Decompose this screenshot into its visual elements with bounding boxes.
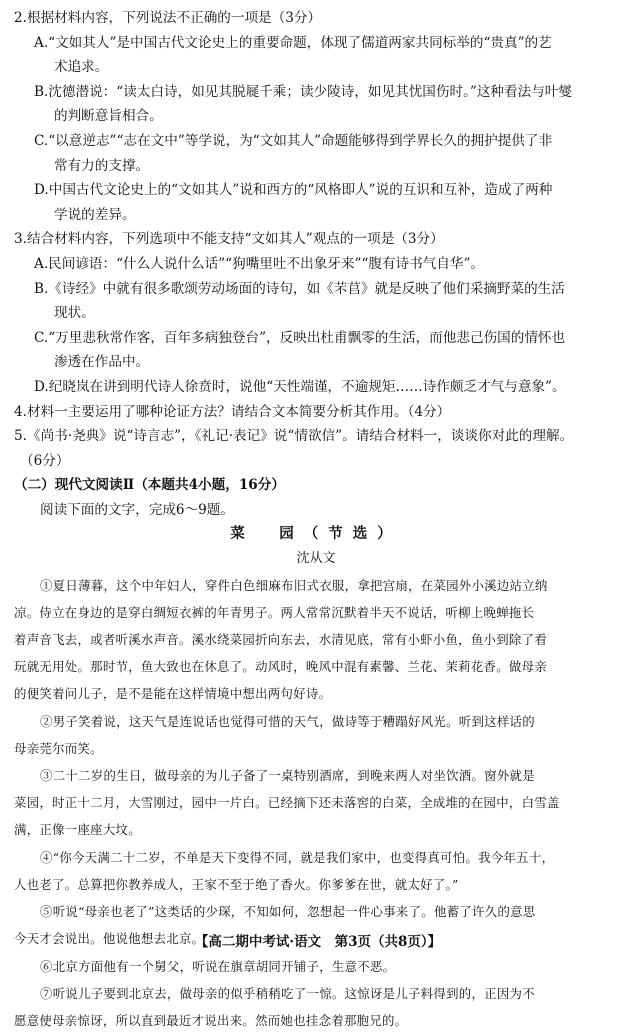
reading-instruction: 阅读下面的文字，完成6～9题。 [40,501,235,518]
passage-line: 玩就无用处。那时节，鱼大致也在休息了。动风时，晚风中混有素馨、兰花、茉莉花香。做母亲 [14,659,548,675]
q2-option-b: B.沈德潜说：“读太白诗，如见其脱屣千乘；读少陵诗，如见其忧国伤时。”这种看法与叶燮 的判断意旨相合。 [34,83,572,125]
passage-line: 人也老了。总算把你教养成人，王家不至于绝了香火。你爹爹在世，就太好了。” [14,876,459,892]
passage-author: 沈从文 [296,551,336,567]
q3-option-d: D.纪晓岚在讲到明代诗人徐贲时，说他“天性端谨，不逾规矩……诗作颇乏才气与意象”。 [34,378,566,395]
q3-option-a: A.民间谚语：“什么人说什么话”“狗嘴里吐不出象牙来”“腹有诗书气自华”。 [34,255,485,272]
passage-line: 的便笑着问儿子，是不是能在这样情境中想出两句好诗。 [14,686,332,702]
passage-line: ⑦听说儿子要到北京去，做母亲的似乎稍稍吃了一惊。这惊讶是儿子料得到的，正因为不 [40,985,535,1001]
passage-line: ③二十二岁的生日，做母亲的为儿子备了一桌特别酒席，到晚来两人对坐饮酒。窗外就是 [40,768,535,784]
passage-line: ⑥北京方面他有一个舅父，听说在旗章胡同开铺子，生意不恶。 [40,958,396,974]
page-footer: 【高二期中考试·语文 第3页（共8页）】 [194,934,442,950]
question-4: 4.材料一主要运用了哪种论证方法？请结合文本简要分析其作用。（4分） [14,403,451,420]
passage-line: 母亲莞尔而笑。 [14,740,103,756]
passage-line: ②男子笑着说，这天气是连说话也觉得可惜的天气，做诗等于糟蹋好风光。听到这样话的 [40,713,535,729]
question-3 [14,227,618,399]
q2-option-a: A.“文如其人”是中国古代文论史上的重要命题，体现了儒道两家共同标举的“贵真”的艺 术追求。 [34,34,552,76]
passage-title: 菜 园（节选） [230,525,402,543]
question-2 [14,6,618,227]
passage-line: 满，正像一座座大坟。 [14,822,141,838]
section-heading: （二）现代文阅读Ⅱ（本题共4小题，16分） [14,477,285,494]
question-2-stem: 2.根据材料内容，下列说法不正确的一项是（3分） [14,10,322,26]
q2-option-c: C.“以意逆志”“志在文中”等学说，为“文如其人”命题能够得到学界长久的拥护提供了非 常有力的支撑。 [34,132,553,174]
passage-line: 着声音飞去，或者听溪水声音。溪水绕菜园折向东去，水清见底，常有小虾小鱼，鱼小到除了看 [14,632,548,648]
q3-option-b: B.《诗经》中就有很多歌颂劳动场面的诗句，如《芣苢》就是反映了他们采摘野菜的生活 现状。 [34,280,565,322]
question-3-stem: 3.结合材料内容，下列选项中不能支持“文如其人”观点的一项是（3分） [14,231,444,248]
passage-line: ④“你今天满二十二岁，不单是天下变得不同，就是我们家中，也变得真可怕。我今年五十， [40,849,555,865]
q3-option-c: C.“万里悲秋常作客，百年多病独登台”，反映出杜甫飘零的生活，而他悲己伤国的情怀也 渗透在作品中。 [34,329,566,371]
passage-line: ⑤听说“母亲也老了”这类话的少琛，不知如何，忽想起一件心事来了。他蓄了许久的意思 [40,904,536,920]
passage-line: 今天才会说出。他说他想去北京。 [14,931,205,947]
passage-line: ①夏日薄暮，这个中年妇人，穿件白色细麻布旧式衣服，拿把宫扇，在菜园外小溪边站立纳 [40,577,548,593]
q2-option-d: D.中国古代文论史上的“文如其人”说和西方的“风格即人”说的互识和互补，造成了两种 学说的差异。 [34,182,553,223]
passage-line: 菜园，时正十二月，大雪刚过，园中一片白。已经摘下还未落窖的白菜，全成堆的在园中，白雪盖 [14,795,560,811]
passage-body [14,572,618,1034]
question-5: 5.《尚书·尧典》说“诗言志”，《礼记·表记》说“情欲信”。请结合材料一，谈谈你对此的理解。 （6分） [14,428,574,469]
passage-line: 凉。侍立在身边的是穿白绸短衣裤的年青男子。两人常常沉默着半天不说话，听柳上晚蝉拖长 [14,604,535,620]
passage-line: 愿意使母亲惊讶，所以直到最近才说出来。然而她也挂念着那胞兄的。 [14,1012,408,1028]
